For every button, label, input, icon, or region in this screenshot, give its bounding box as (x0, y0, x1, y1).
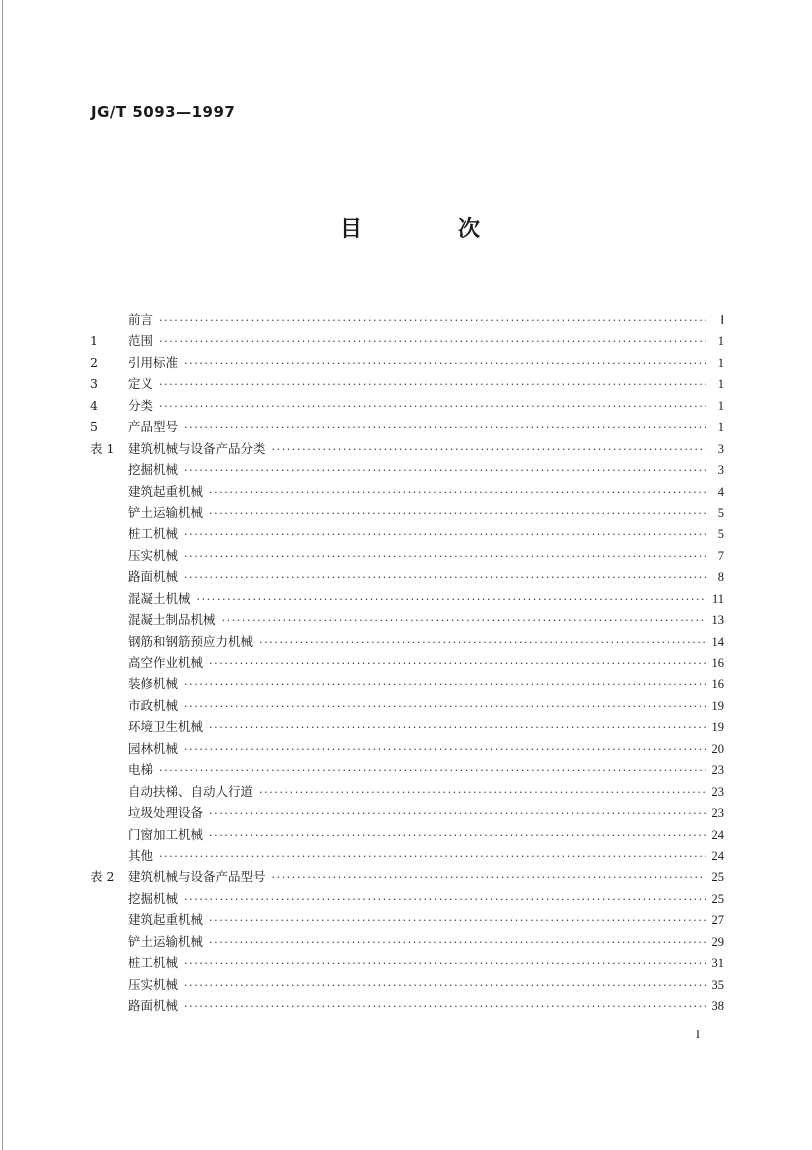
toc-entry-page: 19 (711, 720, 724, 735)
toc-dot-leader (184, 417, 706, 438)
toc-entry[interactable] (90, 952, 724, 973)
toc-dot-leader (209, 825, 706, 846)
toc-dot-leader (209, 910, 706, 931)
toc-dot-leader (184, 524, 706, 545)
toc-entry-page: 16 (711, 677, 724, 692)
toc-dot-leader (184, 889, 706, 910)
toc-entry[interactable] (90, 588, 724, 609)
toc-entry-page: 1 (717, 420, 724, 435)
toc-dot-leader (222, 610, 706, 631)
toc-entry-label: 垃圾处理设备 (128, 805, 204, 821)
toc-entry-label: 铲土运输机械 (128, 933, 204, 949)
toc-entry-label: 路面机械 (128, 569, 179, 585)
toc-entry-page: 16 (711, 656, 724, 670)
toc-entry-page: 1 (717, 334, 724, 349)
toc-entry[interactable] (90, 395, 724, 416)
toc-entry-label: 门窗加工机械 (128, 826, 204, 842)
toc-entry[interactable] (90, 995, 724, 1016)
toc-entry-page: 1 (717, 377, 724, 392)
toc-dot-leader (272, 439, 706, 460)
toc-entry[interactable] (90, 845, 724, 866)
toc-entry-label: 压实机械 (128, 976, 179, 992)
toc-entry-label: 市政机械 (128, 697, 179, 713)
toc-dot-leader (209, 803, 706, 824)
toc-entry-page: 29 (711, 934, 724, 949)
toc-entry-label: 混凝土制品机械 (128, 612, 216, 628)
toc-entry-number: 3 (90, 376, 98, 392)
toc-entry[interactable] (90, 330, 724, 351)
toc-entry-label: 挖掘机械 (128, 890, 179, 906)
toc-entry-number: 2 (90, 354, 98, 370)
toc-entry-label: 建筑起重机械 (128, 483, 204, 499)
toc-dot-leader (184, 953, 706, 974)
toc-entry[interactable] (90, 481, 724, 502)
toc-dot-leader (209, 717, 706, 738)
toc-entry-page: 35 (711, 977, 724, 992)
toc-entry-label: 铲土运输机械 (128, 504, 204, 520)
toc-entry-label: 园林机械 (128, 740, 179, 756)
toc-entry-label: 装修机械 (128, 676, 179, 692)
toc-entry-label: 挖掘机械 (128, 462, 179, 478)
toc-entry-number: 表 2 (90, 869, 115, 885)
toc-entry-number: 1 (90, 333, 98, 349)
toc-entry-page: 1 (717, 398, 724, 413)
toc-entry[interactable] (90, 502, 724, 523)
toc-dot-leader (259, 632, 706, 653)
toc-entry-label: 建筑起重机械 (128, 912, 204, 928)
toc-entry-number: 5 (90, 419, 98, 435)
toc-entry[interactable] (90, 566, 724, 587)
toc-entry[interactable] (90, 352, 724, 373)
toc-entry-label: 环境卫生机械 (128, 719, 204, 735)
toc-dot-leader (209, 932, 706, 953)
toc-entry-label: 分类 (128, 397, 154, 413)
toc-dot-leader (184, 460, 706, 481)
toc-entry[interactable] (90, 781, 724, 802)
toc-entry-label: 定义 (128, 376, 154, 392)
toc-entry[interactable] (90, 673, 724, 694)
toc-entry[interactable] (90, 909, 724, 930)
toc-dot-leader (159, 310, 706, 331)
toc-entry[interactable] (90, 888, 724, 909)
table-of-contents (90, 309, 724, 1016)
toc-entry-label: 钢筋和钢筋预应力机械 (128, 633, 254, 649)
toc-entry[interactable] (90, 609, 724, 630)
page-edge-line (2, 0, 3, 1150)
toc-entry-page: 14 (711, 634, 724, 649)
toc-entry-page: 23 (711, 784, 724, 799)
toc-entry-label: 桩工机械 (128, 526, 179, 542)
toc-entry-page: 5 (717, 527, 724, 542)
toc-entry-page: 5 (717, 505, 724, 520)
toc-entry-label: 桩工机械 (128, 955, 179, 971)
toc-dot-leader (184, 996, 706, 1017)
toc-entry-number: 表 1 (90, 440, 115, 456)
toc-dot-leader (159, 846, 706, 867)
toc-entry[interactable] (90, 931, 724, 952)
toc-dot-leader (159, 331, 706, 352)
toc-dot-leader (197, 589, 706, 610)
toc-entry-page: 19 (711, 698, 724, 713)
toc-entry-label: 建筑机械与设备产品型号 (128, 869, 266, 885)
toc-dot-leader (159, 396, 706, 417)
toc-entry-label: 路面机械 (128, 998, 179, 1013)
toc-entry[interactable] (90, 738, 724, 759)
toc-entry-page: Ⅰ (720, 313, 724, 327)
toc-entry[interactable] (90, 802, 724, 823)
toc-entry-page: 3 (717, 463, 724, 478)
toc-entry-label: 其他 (128, 847, 154, 863)
toc-entry[interactable] (90, 759, 724, 780)
toc-entry-label: 产品型号 (128, 419, 179, 435)
toc-entry-label: 压实机械 (128, 547, 179, 563)
toc-entry-page: 38 (711, 999, 724, 1013)
toc-dot-leader (184, 567, 706, 588)
toc-entry[interactable] (90, 974, 724, 995)
page-title: 目 次 (340, 217, 480, 242)
toc-entry-page: 11 (711, 591, 724, 606)
toc-entry[interactable] (90, 438, 724, 459)
toc-entry[interactable] (90, 652, 724, 673)
page-number: I (696, 1027, 700, 1041)
toc-entry-page: 27 (711, 913, 724, 928)
toc-entry-page: 24 (711, 827, 724, 842)
toc-entry-label: 建筑机械与设备产品分类 (128, 440, 266, 456)
toc-entry-label: 自动扶梯、自动人行道 (128, 783, 254, 799)
toc-dot-leader (272, 867, 706, 888)
toc-entry-page: 25 (711, 891, 724, 906)
toc-entry[interactable] (90, 459, 724, 480)
toc-entry[interactable] (90, 695, 724, 716)
toc-dot-leader (184, 353, 706, 374)
toc-entry-label: 前言 (128, 312, 154, 327)
toc-entry-page: 7 (717, 548, 724, 563)
toc-dot-leader (209, 653, 706, 674)
toc-entry-page: 4 (717, 484, 724, 499)
standard-code: JG/T 5093—1997 (91, 103, 236, 121)
toc-entry-page: 25 (711, 870, 724, 885)
toc-dot-leader (259, 782, 706, 803)
toc-entry-page: 23 (711, 806, 724, 821)
toc-dot-leader (209, 482, 706, 503)
toc-dot-leader (209, 503, 706, 524)
toc-entry-label: 范围 (128, 333, 154, 349)
toc-entry-page: 3 (717, 441, 724, 456)
toc-entry-page: 31 (711, 956, 724, 971)
toc-entry[interactable] (90, 866, 724, 887)
toc-entry[interactable] (90, 309, 724, 330)
toc-dot-leader (159, 374, 706, 395)
toc-dot-leader (184, 696, 706, 717)
toc-entry-label: 电梯 (128, 762, 154, 778)
toc-entry-page: 8 (717, 570, 724, 585)
toc-entry-label: 高空作业机械 (128, 655, 204, 670)
toc-entry-page: 13 (711, 613, 724, 628)
toc-dot-leader (159, 760, 706, 781)
toc-entry-page: 20 (711, 741, 724, 756)
toc-dot-leader (184, 975, 706, 996)
toc-entry-page: 1 (717, 355, 724, 370)
toc-dot-leader (184, 739, 706, 760)
toc-entry-page: 24 (711, 848, 724, 863)
toc-entry-label: 引用标准 (128, 354, 179, 370)
toc-dot-leader (184, 546, 706, 567)
toc-entry[interactable] (90, 523, 724, 544)
toc-entry[interactable] (90, 416, 724, 437)
toc-entry[interactable] (90, 373, 724, 394)
toc-entry-page: 23 (711, 763, 724, 778)
toc-entry-label: 混凝土机械 (128, 590, 191, 606)
toc-dot-leader (184, 674, 706, 695)
toc-entry-number: 4 (90, 397, 98, 413)
toc-entry[interactable] (90, 824, 724, 845)
toc-entry[interactable] (90, 631, 724, 652)
toc-entry[interactable] (90, 545, 724, 566)
toc-entry[interactable] (90, 716, 724, 737)
